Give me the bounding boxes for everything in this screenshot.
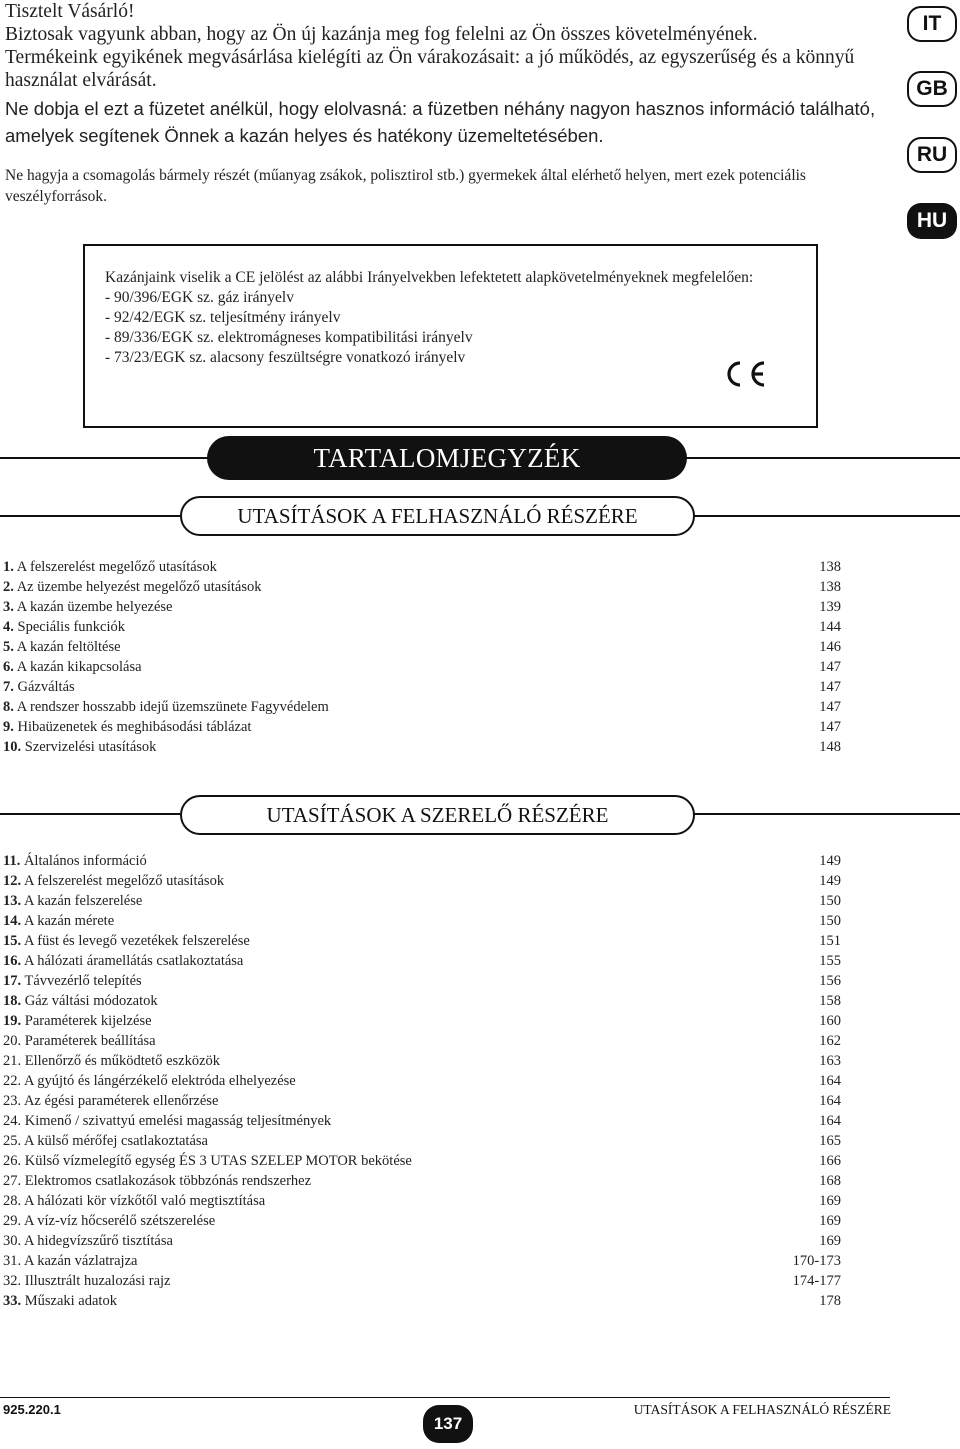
- toc-entry-text: A hálózati áramellátás csatlakoztatása: [23, 953, 244, 969]
- toc-entry: [3, 597, 841, 617]
- toc-entry-label: [3, 637, 121, 657]
- toc-entry-page: 164: [819, 1113, 841, 1129]
- toc-entry-number: 18.: [3, 993, 22, 1009]
- toc-entry-page: 155: [819, 953, 841, 969]
- toc-entry-number: 1.: [3, 559, 14, 575]
- toc-entry-label: [3, 1251, 137, 1271]
- toc-entry-number: 22.: [3, 1073, 22, 1089]
- toc-entry-number: 9.: [3, 719, 14, 735]
- toc-entry-page: 170-173: [792, 1253, 841, 1269]
- toc-entry-page: 146: [819, 639, 841, 655]
- toc-entry: [3, 1011, 841, 1031]
- toc-entry-page: 169: [819, 1193, 841, 1209]
- ce-mark-icon: [721, 359, 767, 389]
- toc-entry-label: [3, 1171, 311, 1191]
- toc-entry-number: 19.: [3, 1013, 22, 1029]
- toc-entry-page: 150: [819, 893, 841, 909]
- toc-entry-label: [3, 577, 262, 597]
- language-badge-it: IT: [907, 6, 957, 42]
- toc-entry: [3, 1071, 841, 1091]
- toc-entry-text: Műszaki adatok: [24, 1293, 117, 1309]
- toc-entry: [3, 871, 841, 891]
- toc-entry-page: 156: [819, 973, 841, 989]
- toc-entry: [3, 1131, 841, 1151]
- toc-entry-label: [3, 1071, 296, 1091]
- toc-entry-number: 11.: [3, 853, 21, 869]
- toc-entry-page: 165: [819, 1133, 841, 1149]
- toc-entry-label: [3, 991, 158, 1011]
- toc-entry: [3, 991, 841, 1011]
- toc-entry-page: 147: [819, 679, 841, 695]
- intro-section: [5, 0, 900, 207]
- toc-entry-number: 33.: [3, 1293, 22, 1309]
- toc-entry: [3, 657, 841, 677]
- toc-title: TARTALOMJEGYZÉK: [207, 436, 687, 480]
- toc-entry-label: [3, 931, 250, 951]
- toc-entry-text: A kazán kikapcsolása: [16, 659, 142, 675]
- toc-entry: [3, 851, 841, 871]
- ce-directive: - 89/336/EGK sz. elektromágneses kompatibilitási irányelv: [105, 329, 473, 346]
- toc-entry-page: 164: [819, 1073, 841, 1089]
- toc-entry-number: 26.: [3, 1153, 22, 1169]
- toc-entry-text: Paraméterek kijelzése: [24, 1013, 152, 1029]
- toc-entry-number: 6.: [3, 659, 14, 675]
- toc-entry-page: 162: [819, 1033, 841, 1049]
- user-toc-list: [3, 557, 841, 757]
- toc-entry-number: 24.: [3, 1113, 22, 1129]
- toc-entry-text: Hibaüzenetek és meghibásodási táblázat: [17, 719, 252, 735]
- toc-entry-page: 164: [819, 1093, 841, 1109]
- toc-entry-page: 149: [819, 853, 841, 869]
- toc-entry-label: [3, 1031, 156, 1051]
- toc-entry: [3, 951, 841, 971]
- toc-entry: [3, 971, 841, 991]
- toc-entry-page: 147: [819, 699, 841, 715]
- toc-entry-text: A víz-víz hőcserélő szétszerelése: [23, 1213, 216, 1229]
- footer-section-title: UTASÍTÁSOK A FELHASZNÁLÓ RÉSZÉRE: [633, 1402, 891, 1417]
- toc-entry-label: [3, 951, 243, 971]
- toc-entry-number: 4.: [3, 619, 14, 635]
- toc-entry-text: A gyújtó és lángérzékelő elektróda elhelyezése: [23, 1073, 296, 1089]
- toc-entry: [3, 1051, 841, 1071]
- toc-entry-text: A kazán mérete: [23, 913, 115, 929]
- toc-entry-label: [3, 1051, 220, 1071]
- toc-entry: [3, 1291, 841, 1311]
- toc-entry: [3, 931, 841, 951]
- toc-entry: [3, 1031, 841, 1051]
- toc-entry-label: [3, 871, 224, 891]
- ce-directive: - 92/42/EGK sz. teljesítmény irányelv: [105, 309, 341, 326]
- toc-entry: [3, 1191, 841, 1211]
- toc-entry-number: 17.: [3, 973, 22, 989]
- toc-entry-page: 148: [819, 739, 841, 755]
- ce-compliance-box: [83, 244, 818, 428]
- toc-entry-number: 3.: [3, 599, 14, 615]
- toc-entry-page: 150: [819, 913, 841, 929]
- toc-entry-text: A felszerelést megelőző utasítások: [16, 559, 217, 575]
- toc-entry-label: [3, 1191, 265, 1211]
- toc-entry-number: 5.: [3, 639, 14, 655]
- toc-entry-text: Gázváltás: [17, 679, 75, 695]
- toc-entry-text: A kazán üzembe helyezése: [16, 599, 173, 615]
- toc-entry-number: 29.: [3, 1213, 22, 1229]
- installer-toc-list: [3, 851, 841, 1311]
- toc-entry-label: [3, 971, 142, 991]
- toc-entry-label: [3, 1111, 331, 1131]
- toc-entry-page: 174-177: [792, 1273, 841, 1289]
- toc-entry-number: 12.: [3, 873, 22, 889]
- toc-entry-text: A kazán feltöltése: [16, 639, 121, 655]
- toc-entry-page: 163: [819, 1053, 841, 1069]
- installer-section-title: UTASÍTÁSOK A SZERELŐ RÉSZÉRE: [180, 795, 695, 835]
- toc-entry-label: [3, 1011, 152, 1031]
- toc-entry-label: [3, 1211, 215, 1231]
- toc-entry-text: A kazán vázlatrajza: [23, 1253, 138, 1269]
- toc-entry-text: Elektromos csatlakozások többzónás rendszerhez: [24, 1173, 312, 1189]
- toc-entry-number: 15.: [3, 933, 22, 949]
- toc-entry-number: 32.: [3, 1273, 22, 1289]
- user-section-title: UTASÍTÁSOK A FELHASZNÁLÓ RÉSZÉRE: [180, 496, 695, 536]
- toc-entry-number: 20.: [3, 1033, 22, 1049]
- toc-entry-page: 138: [819, 579, 841, 595]
- toc-entry: [3, 1111, 841, 1131]
- toc-entry-label: [3, 617, 125, 637]
- toc-entry-text: A hidegvízszűrő tisztítása: [23, 1233, 173, 1249]
- toc-entry-label: [3, 911, 114, 931]
- intro-paragraph: Ne dobja el ezt a füzetet anélkül, hogy elolvasná: a füzetben néhány nagyon hasznos információ található, amelyek segítenek Önnek a kazán helyes és hatékony üzemeltetésében.: [5, 98, 876, 146]
- toc-entry-label: [3, 677, 75, 697]
- toc-entry-number: 2.: [3, 579, 14, 595]
- toc-entry-page: 138: [819, 559, 841, 575]
- toc-entry-page: 147: [819, 719, 841, 735]
- toc-entry-label: [3, 1151, 412, 1171]
- toc-entry: [3, 911, 841, 931]
- document-code: 925.220.1: [3, 1402, 61, 1417]
- toc-entry-label: [3, 697, 329, 717]
- toc-entry: [3, 1231, 841, 1251]
- toc-entry-page: 151: [819, 933, 841, 949]
- toc-entry-label: [3, 1271, 171, 1291]
- toc-entry: [3, 557, 841, 577]
- toc-entry-number: 7.: [3, 679, 14, 695]
- toc-entry: [3, 717, 841, 737]
- toc-entry-page: 139: [819, 599, 841, 615]
- toc-entry-number: 16.: [3, 953, 22, 969]
- footer-rule: [0, 1397, 890, 1398]
- toc-entry-text: Speciális funkciók: [17, 619, 126, 635]
- toc-entry-number: 8.: [3, 699, 14, 715]
- toc-entry-number: 31.: [3, 1253, 22, 1269]
- toc-entry: [3, 1171, 841, 1191]
- toc-entry-page: 149: [819, 873, 841, 889]
- toc-entry-number: 14.: [3, 913, 22, 929]
- toc-entry: [3, 1151, 841, 1171]
- toc-entry-page: 160: [819, 1013, 841, 1029]
- toc-entry-number: 13.: [3, 893, 22, 909]
- toc-entry: [3, 677, 841, 697]
- toc-entry-label: [3, 737, 156, 757]
- toc-entry: [3, 577, 841, 597]
- toc-entry-text: A füst és levegő vezetékek felszerelése: [23, 933, 250, 949]
- toc-entry-text: Ellenőrző és működtető eszközök: [24, 1053, 221, 1069]
- toc-entry-text: A felszerelést megelőző utasítások: [23, 873, 225, 889]
- toc-entry-text: Az égési paraméterek ellenőrzése: [23, 1093, 219, 1109]
- toc-entry-page: 158: [819, 993, 841, 1009]
- toc-entry-page: 168: [819, 1173, 841, 1189]
- toc-entry-label: [3, 597, 173, 617]
- toc-entry-label: [3, 851, 147, 871]
- toc-entry-page: 169: [819, 1213, 841, 1229]
- toc-entry-page: 144: [819, 619, 841, 635]
- toc-entry-page: 169: [819, 1233, 841, 1249]
- toc-entry-text: A rendszer hosszabb idejű üzemszünete Fagyvédelem: [16, 699, 329, 715]
- intro-line-1: Biztosak vagyunk abban, hogy az Ön új kazánja meg fog felelni az Ön összes követelményének.: [5, 24, 758, 45]
- toc-entry-text: Általános információ: [23, 853, 147, 869]
- toc-entry-text: Távvezérlő telepítés: [24, 973, 142, 989]
- ce-directive: - 90/396/EGK sz. gáz irányelv: [105, 289, 294, 306]
- toc-entry-text: A külső mérőfej csatlakoztatása: [23, 1133, 208, 1149]
- intro-line-2: Termékeink egyikének megvásárlása kielégíti az Ön várakozásait: a jó működés, az egyszerűség és a könnyű használat elvárását.: [5, 47, 855, 91]
- toc-entry-text: A hálózati kör vízkőtől való megtisztítása: [23, 1193, 266, 1209]
- toc-entry-text: Gáz váltási módozatok: [24, 993, 158, 1009]
- toc-entry-label: [3, 1231, 173, 1251]
- toc-entry: [3, 1251, 841, 1271]
- toc-entry: [3, 1271, 841, 1291]
- toc-entry-number: 25.: [3, 1133, 22, 1149]
- toc-entry: [3, 1091, 841, 1111]
- toc-entry: [3, 617, 841, 637]
- toc-entry: [3, 891, 841, 911]
- toc-entry-number: 27.: [3, 1173, 22, 1189]
- toc-entry: [3, 1211, 841, 1231]
- toc-entry-number: 28.: [3, 1193, 22, 1209]
- toc-entry-text: Kimenő / szivattyú emelési magasság teljesítmények: [24, 1113, 332, 1129]
- page-number: 137: [423, 1405, 473, 1443]
- toc-entry-label: [3, 1091, 218, 1111]
- toc-entry-number: 30.: [3, 1233, 22, 1249]
- toc-entry-text: Illusztrált huzalozási rajz: [24, 1273, 171, 1289]
- toc-entry: [3, 637, 841, 657]
- toc-entry-number: 10.: [3, 739, 22, 755]
- toc-entry-number: 21.: [3, 1053, 22, 1069]
- ce-intro: Kazánjaink viselik a CE jelölést az alábbi Irányelvekben lefektetett alapkövetelményeknek megfelelően:: [105, 269, 754, 286]
- toc-entry-text: A kazán felszerelése: [23, 893, 143, 909]
- toc-entry-text: Az üzembe helyezést megelőző utasítások: [16, 579, 262, 595]
- toc-entry-text: Paraméterek beállítása: [24, 1033, 156, 1049]
- toc-entry-text: Szervizelési utasítások: [24, 739, 157, 755]
- toc-entry-number: 23.: [3, 1093, 22, 1109]
- packaging-warning: Ne hagyja a csomagolás bármely részét (műanyag zsákok, polisztirol stb.) gyermekek által elérhető helyen, mert ezek potenciális veszélyforrások.: [5, 167, 806, 205]
- greeting: Tisztelt Vásárló!: [5, 1, 135, 22]
- language-badge-hu: HU: [907, 203, 957, 239]
- toc-entry-page: 178: [819, 1293, 841, 1309]
- toc-entry: [3, 697, 841, 717]
- toc-entry-label: [3, 1131, 208, 1151]
- toc-entry-label: [3, 717, 251, 737]
- toc-entry-label: [3, 1291, 117, 1311]
- language-badge-ru: RU: [907, 137, 957, 173]
- language-badge-gb: GB: [907, 71, 957, 107]
- ce-directive: - 73/23/EGK sz. alacsony feszültségre vonatkozó irányelv: [105, 349, 466, 366]
- toc-entry-text: Külső vízmelegítő egység ÉS 3 UTAS SZELEP MOTOR bekötése: [24, 1153, 412, 1169]
- toc-entry-page: 166: [819, 1153, 841, 1169]
- toc-entry-label: [3, 657, 142, 677]
- toc-entry: [3, 737, 841, 757]
- toc-entry-page: 147: [819, 659, 841, 675]
- toc-entry-label: [3, 891, 142, 911]
- toc-entry-label: [3, 557, 217, 577]
